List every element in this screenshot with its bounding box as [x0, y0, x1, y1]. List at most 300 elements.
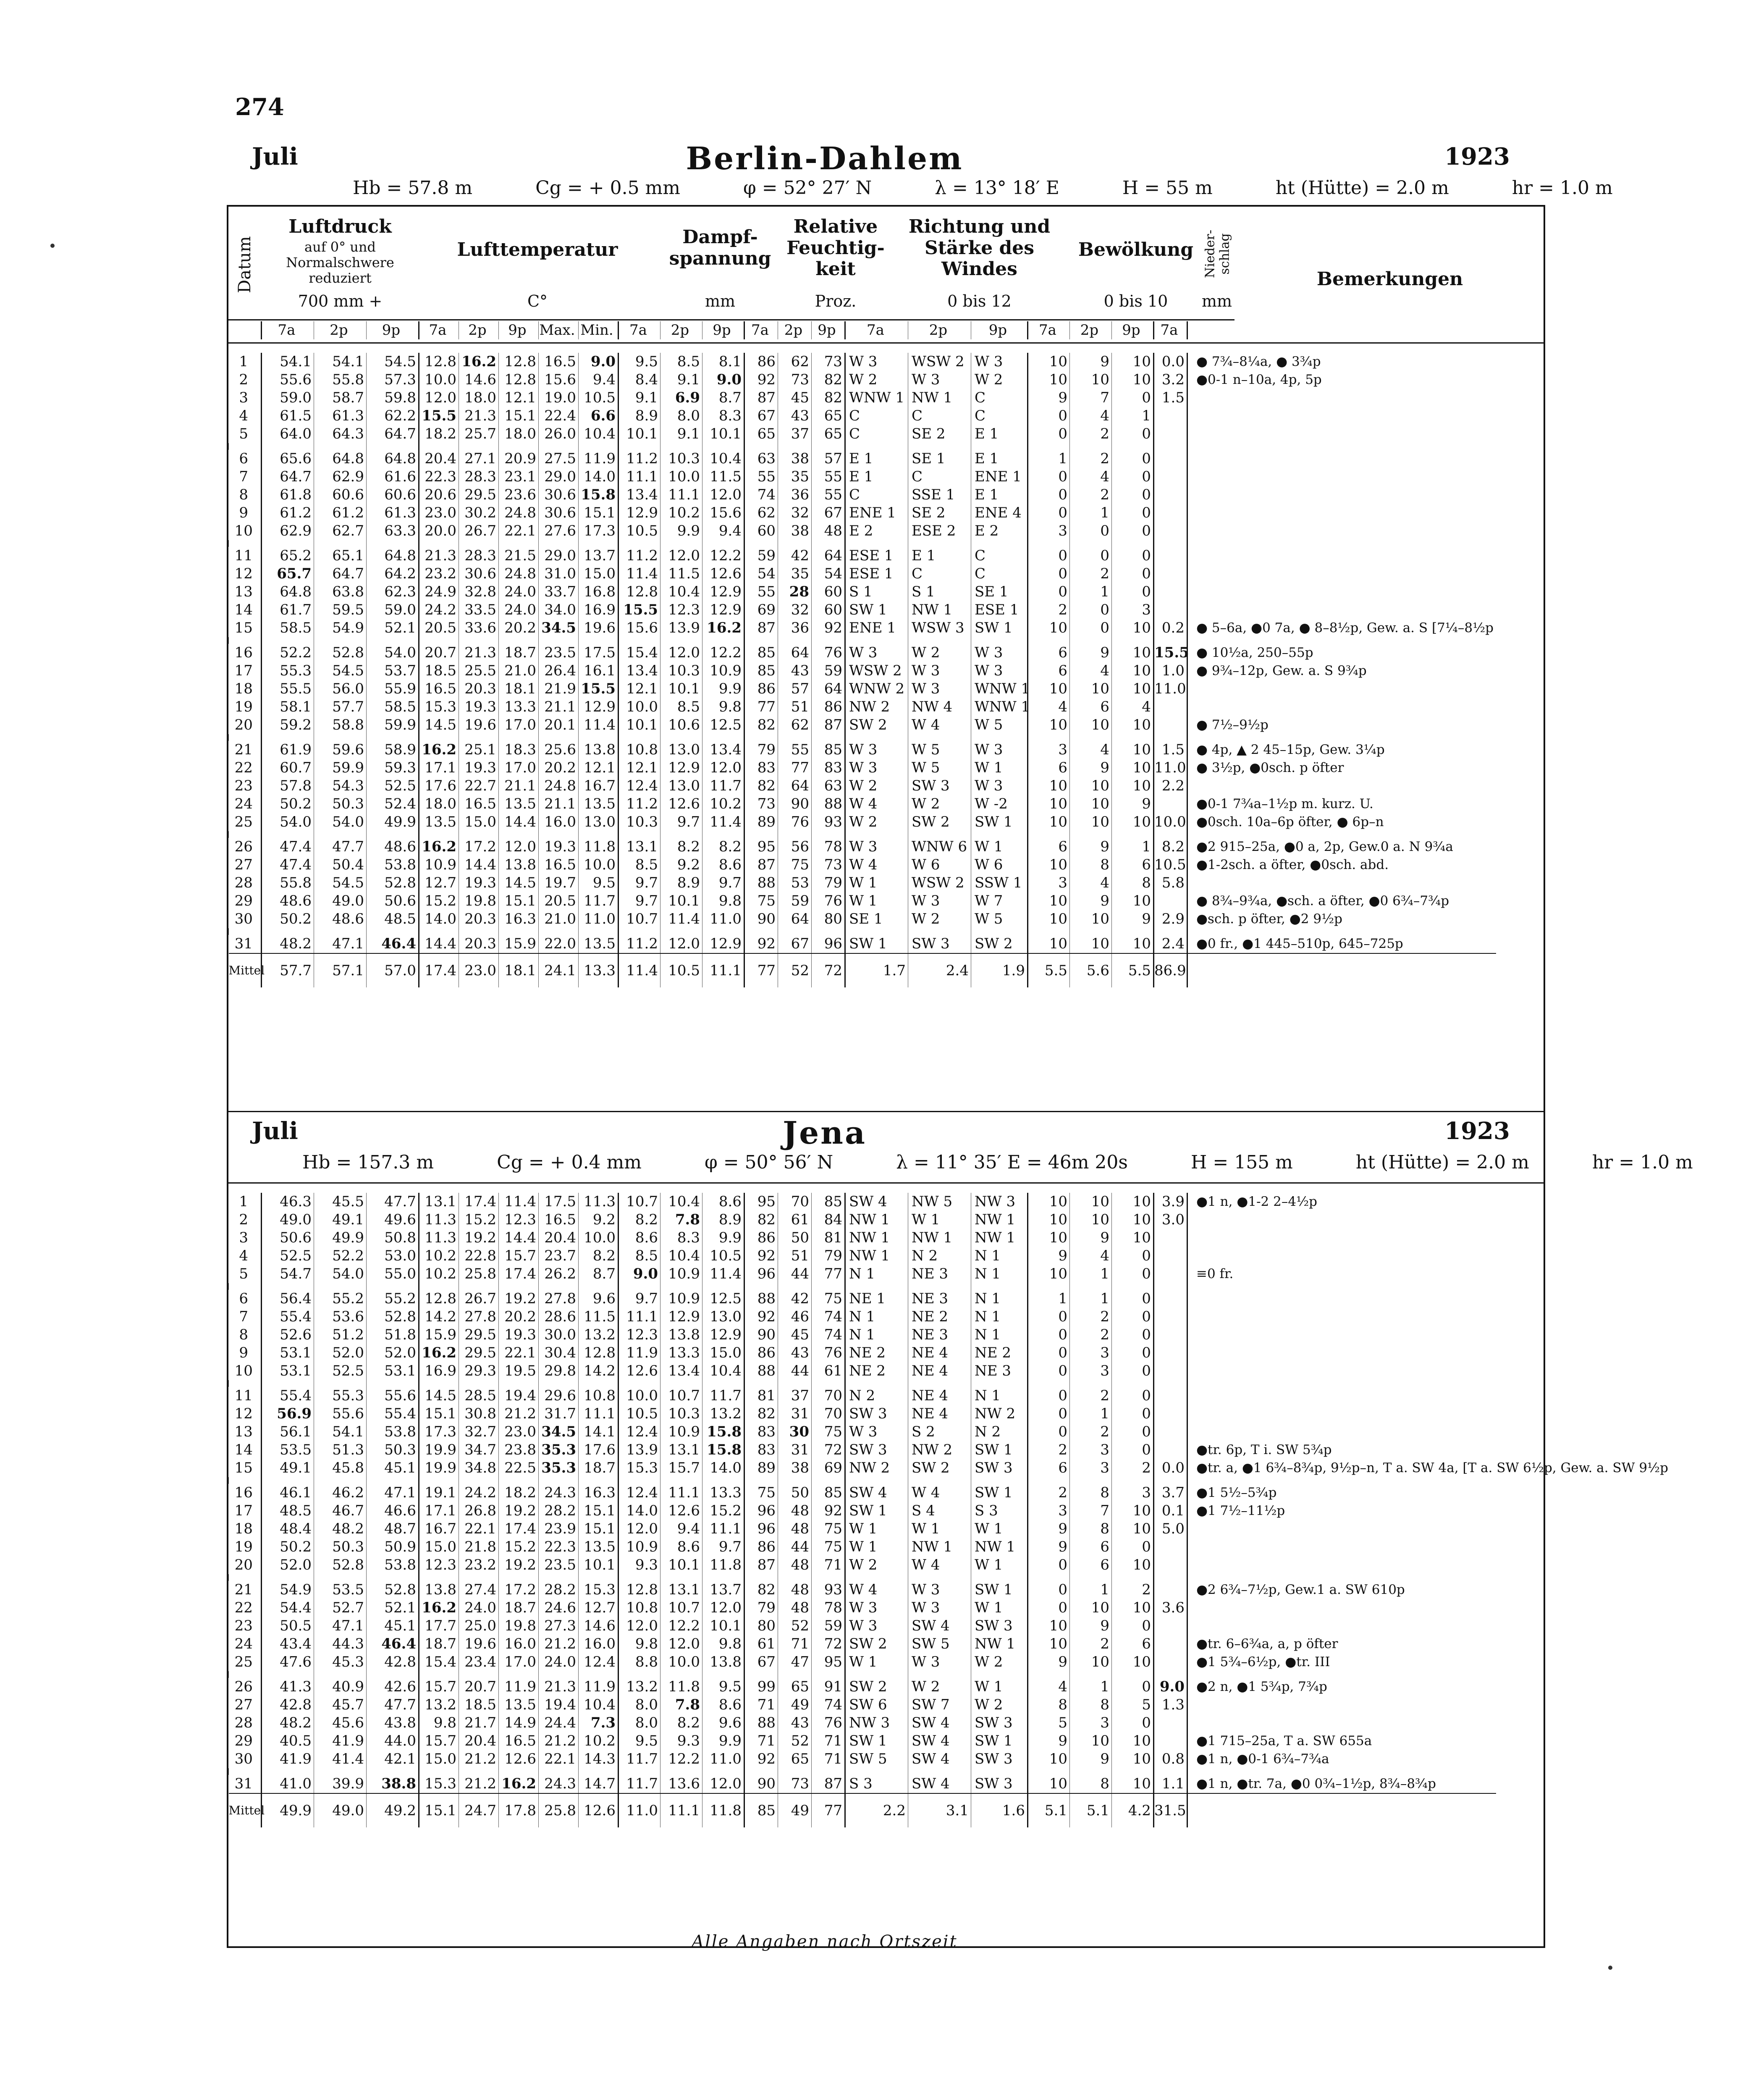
jena-cell: 10.4 — [579, 1696, 619, 1714]
berlin-cell: 15.0 — [579, 565, 619, 583]
jena-cell: W 4 — [908, 1484, 971, 1502]
berlin-cell: 65 — [812, 425, 845, 443]
jena-cell: 76 — [812, 1714, 845, 1732]
jena-cell: 50.2 — [262, 1538, 314, 1556]
berlin-cell — [1154, 583, 1187, 601]
berlin-cell: 0 — [1028, 583, 1070, 601]
jena-cell: 75 — [812, 1290, 845, 1308]
jena-cell: NE 4 — [908, 1344, 971, 1362]
berlin-cell: 12.0 — [660, 644, 702, 662]
jena-cell: 0 — [1028, 1405, 1070, 1423]
berlin-cell: 14.4 — [499, 813, 539, 831]
berlin-cell: 3.2 — [1154, 371, 1187, 389]
jena-mean-cell: 49.0 — [314, 1793, 367, 1827]
berlin-cell: 59.9 — [314, 759, 367, 777]
jena-cell: 10.2 — [419, 1265, 459, 1283]
berlin-cell: 15.5 — [1154, 644, 1189, 661]
berlin-cell: 52.8 — [314, 644, 367, 662]
jena-cell: 13.2 — [619, 1678, 660, 1696]
berlin-cell: W -2 — [971, 795, 1028, 813]
jena-cell: 51.2 — [314, 1326, 367, 1344]
jena-cell: 25 — [234, 1654, 253, 1670]
jena-cell: 1.1 — [1154, 1775, 1187, 1793]
jena-month: Juli — [252, 1117, 298, 1145]
jena-cell: 50.8 — [367, 1229, 419, 1247]
jena-cell: 53.5 — [314, 1581, 367, 1599]
jena-cell: 9.9 — [702, 1732, 744, 1750]
jena-cell: 82 — [744, 1211, 778, 1229]
jena-cell — [1154, 1229, 1187, 1247]
berlin-cell: 9.0 — [702, 371, 744, 389]
jena-cell: 80 — [744, 1617, 778, 1635]
jena-cell: 43 — [778, 1714, 812, 1732]
scan-speck — [1608, 1966, 1612, 1970]
jena-cell: 50.9 — [367, 1538, 419, 1556]
jena-cell: 12.3 — [499, 1211, 539, 1229]
jena-cell: 10.2 — [579, 1732, 619, 1750]
berlin-cell: 64.7 — [262, 468, 314, 486]
jena-cell: 10.0 — [619, 1387, 660, 1405]
jena-cell: 50 — [778, 1484, 812, 1502]
berlin-cell: 92 — [744, 935, 778, 953]
berlin-cell: NW 4 — [908, 698, 971, 716]
berlin-cell: 60 — [812, 601, 845, 619]
jena-cell: SW 4 — [908, 1617, 971, 1635]
jena-cell: ●tr. 6p, T i. SW 5¾p — [1187, 1441, 1496, 1459]
berlin-cell — [1154, 716, 1187, 734]
jena-cell — [1154, 1556, 1187, 1574]
berlin-row — [229, 468, 1496, 486]
jena-cell: 89 — [744, 1459, 778, 1477]
berlin-cell: 15.5 — [419, 407, 459, 425]
jena-cell: 55.6 — [314, 1405, 367, 1423]
row-gap — [229, 1477, 1496, 1484]
jena-cell: 8.3 — [660, 1229, 702, 1247]
row-gap — [229, 1768, 1496, 1775]
berlin-cell: SW 2 — [845, 716, 908, 734]
jena-cell: NE 1 — [845, 1290, 908, 1308]
berlin-cell: 10.3 — [660, 662, 702, 680]
jena-row — [229, 1653, 1496, 1671]
jena-cell: 16.9 — [419, 1362, 459, 1380]
berlin-cell: 48.6 — [262, 892, 314, 910]
jena-cell — [1154, 1247, 1187, 1265]
berlin-cell — [1187, 565, 1496, 583]
jena-cell: 0 — [1112, 1387, 1154, 1405]
berlin-cell: 10 — [1112, 353, 1154, 371]
berlin-cell: 17.2 — [459, 838, 499, 856]
jena-cell: 85 — [812, 1193, 845, 1211]
jena-cell: 18.7 — [579, 1459, 619, 1477]
berlin-cell: 1 — [239, 353, 249, 370]
jena-cell: 15.7 — [419, 1678, 459, 1696]
berlin-cell: 3 — [1028, 874, 1070, 892]
berlin-cell: ● 5–6a, ●0 7a, ● 8–8½p, Gew. a. S [7¼–8½p — [1187, 619, 1496, 637]
jena-cell: 84 — [812, 1211, 845, 1229]
jena-cell: 86 — [744, 1344, 778, 1362]
jena-cell — [1154, 1387, 1187, 1405]
berlin-cell: 11.0 — [579, 910, 619, 928]
jena-cell — [1154, 1732, 1187, 1750]
jena-const-cg: Cg = + 0.4 mm — [497, 1152, 642, 1173]
berlin-mean-cell: 13.3 — [579, 953, 619, 987]
jena-cell: 19.4 — [499, 1387, 539, 1405]
berlin-cell: 19.3 — [459, 698, 499, 716]
berlin-cell: 10.1 — [702, 425, 744, 443]
jena-cell: 21.2 — [459, 1750, 499, 1768]
berlin-cell: 10.5 — [619, 522, 660, 540]
jena-cell: 24 — [234, 1635, 253, 1652]
berlin-cell: 13.5 — [579, 795, 619, 813]
berlin-cell: 15.1 — [499, 892, 539, 910]
berlin-cell: 6 — [1070, 698, 1112, 716]
berlin-cell — [1154, 486, 1187, 504]
time-cell: 7a — [261, 321, 314, 339]
berlin-cell: 48.2 — [262, 935, 314, 953]
berlin-cell: 24.0 — [499, 583, 539, 601]
berlin-cell: 52.8 — [367, 874, 419, 892]
jena-cell: 8 — [1070, 1696, 1112, 1714]
berlin-cell: 73 — [812, 353, 845, 371]
jena-cell: 8.0 — [619, 1714, 660, 1732]
jena-cell: 92 — [744, 1308, 778, 1326]
jena-cell: 49 — [778, 1696, 812, 1714]
jena-mean-cell: 5.1 — [1028, 1793, 1070, 1827]
berlin-cell: 10.8 — [619, 741, 660, 759]
jena-cell — [1187, 1290, 1496, 1308]
jena-cell: 19.3 — [499, 1326, 539, 1344]
jena-cell: 49.0 — [262, 1211, 314, 1229]
berlin-cell: WSW 2 — [908, 353, 971, 371]
berlin-cell: 14.4 — [459, 856, 499, 874]
berlin-cell: W 3 — [971, 353, 1028, 371]
berlin-row — [229, 892, 1496, 910]
jena-cell: 74 — [812, 1326, 845, 1344]
jena-cell: 49.1 — [262, 1459, 314, 1477]
jena-cell: 10 — [1112, 1599, 1154, 1617]
jena-cell: S 2 — [908, 1423, 971, 1441]
jena-cell: 74 — [812, 1308, 845, 1326]
berlin-cell: W 6 — [908, 856, 971, 874]
berlin-const-h: H = 55 m — [1122, 177, 1213, 199]
berlin-cell: 61.6 — [367, 468, 419, 486]
jena-cell: 14.1 — [579, 1423, 619, 1441]
jena-cell: 13.8 — [660, 1326, 702, 1344]
jena-cell: 12 — [234, 1405, 253, 1422]
jena-cell: 48 — [778, 1581, 812, 1599]
berlin-cell: 12.0 — [660, 547, 702, 565]
berlin-cell: 67 — [744, 407, 778, 425]
jena-cell: 30 — [778, 1423, 812, 1441]
header-wind-unit: 0 bis 12 — [947, 292, 1012, 310]
berlin-cell: 7 — [239, 468, 249, 485]
jena-cell: 17.6 — [579, 1441, 619, 1459]
berlin-cell: 16.2 — [419, 741, 459, 759]
berlin-row — [229, 371, 1496, 389]
jena-cell — [1187, 1423, 1496, 1441]
jena-cell: 41.4 — [314, 1750, 367, 1768]
berlin-cell: 25.1 — [459, 741, 499, 759]
berlin-cell: 2 — [239, 371, 249, 388]
berlin-cell: 0 — [1028, 504, 1070, 522]
jena-cell: SW 1 — [845, 1732, 908, 1750]
berlin-row — [229, 353, 1496, 371]
jena-cell: 9 — [239, 1344, 249, 1361]
jena-row — [229, 1308, 1496, 1326]
berlin-cell: 18.7 — [499, 644, 539, 662]
berlin-cell: 87 — [812, 716, 845, 734]
berlin-cell: 9 — [239, 504, 249, 521]
berlin-cell: 55 — [812, 468, 845, 486]
jena-cell: 31.7 — [539, 1405, 579, 1423]
berlin-cell: 56 — [778, 838, 812, 856]
jena-cell: 81 — [812, 1229, 845, 1247]
jena-cell: W 3 — [908, 1581, 971, 1599]
berlin-station-title: Berlin-Dahlem — [686, 141, 964, 177]
berlin-cell: 54.5 — [367, 353, 419, 371]
jena-cell: N 2 — [971, 1423, 1028, 1441]
berlin-cell: ENE 4 — [971, 504, 1028, 522]
footer-note: Alle Angaben nach Ortszeit — [692, 1932, 958, 1951]
berlin-cell: 10.1 — [660, 680, 702, 698]
berlin-cell: 25 — [234, 814, 253, 830]
jena-cell: 90 — [744, 1775, 778, 1793]
jena-cell: 16.2 — [499, 1775, 539, 1793]
jena-cell: 6 — [1070, 1556, 1112, 1574]
berlin-cell: 13.0 — [660, 777, 702, 795]
berlin-cell: ●0-1 7¾a–1½p m. kurz. U. — [1187, 795, 1496, 813]
berlin-cell: 62 — [778, 716, 812, 734]
jena-cell: 9 — [1028, 1538, 1070, 1556]
berlin-cell: 12.0 — [702, 759, 744, 777]
berlin-cell: 79 — [744, 741, 778, 759]
jena-cell: N 1 — [971, 1265, 1028, 1283]
berlin-cell: W 1 — [845, 874, 908, 892]
berlin-cell: 12.6 — [702, 565, 744, 583]
berlin-cell: 10.1 — [619, 425, 660, 443]
jena-cell: 8.6 — [619, 1229, 660, 1247]
jena-cell: NW 1 — [845, 1247, 908, 1265]
berlin-cell: 46.4 — [367, 935, 419, 953]
berlin-cell: 64.3 — [314, 425, 367, 443]
jena-cell: 16.7 — [419, 1520, 459, 1538]
jena-cell: 52 — [778, 1617, 812, 1635]
berlin-cell: 13.4 — [619, 662, 660, 680]
berlin-cell: 35 — [778, 468, 812, 486]
jena-cell: N 1 — [845, 1308, 908, 1326]
berlin-cell: 8.9 — [660, 874, 702, 892]
berlin-cell: 0 — [1112, 425, 1154, 443]
jena-cell: 15 — [234, 1460, 253, 1476]
berlin-cell: 50.4 — [314, 856, 367, 874]
berlin-cell: 28.3 — [459, 547, 499, 565]
berlin-month: Juli — [252, 143, 298, 171]
jena-cell: 77 — [812, 1265, 845, 1283]
berlin-cell: 18.3 — [499, 741, 539, 759]
jena-cell — [1187, 1326, 1496, 1344]
jena-cell: 10.8 — [579, 1387, 619, 1405]
berlin-cell: 1 — [1028, 450, 1070, 468]
berlin-cell: 25.6 — [539, 741, 579, 759]
jena-cell: 23.4 — [459, 1653, 499, 1671]
berlin-cell: 36 — [778, 619, 812, 637]
jena-cell: 70 — [812, 1405, 845, 1423]
berlin-cell: 11.8 — [579, 838, 619, 856]
berlin-cell: 13.0 — [579, 813, 619, 831]
jena-cell: W 1 — [908, 1211, 971, 1229]
berlin-cell: NW 1 — [908, 601, 971, 619]
berlin-cell: 9.7 — [619, 892, 660, 910]
jena-mean-cell — [1187, 1793, 1496, 1827]
berlin-cell: 4 — [1070, 874, 1112, 892]
row-gap — [229, 1380, 1496, 1387]
jena-cell: 61 — [812, 1362, 845, 1380]
jena-cell: 0 — [1028, 1423, 1070, 1441]
jena-cell: 52.6 — [262, 1326, 314, 1344]
berlin-cell: 62.9 — [314, 468, 367, 486]
berlin-cell: 4 — [1070, 468, 1112, 486]
jena-cell: 25.8 — [459, 1265, 499, 1283]
berlin-cell: 15.9 — [499, 935, 539, 953]
jena-cell: 75 — [812, 1538, 845, 1556]
jena-cell: W 2 — [908, 1678, 971, 1696]
jena-cell: 16.3 — [579, 1484, 619, 1502]
jena-cell — [1154, 1635, 1187, 1653]
jena-cell: 5 — [1028, 1714, 1070, 1732]
berlin-cell: 13 — [234, 583, 253, 600]
berlin-mean-cell: 5.6 — [1070, 953, 1112, 987]
berlin-cell: 12.0 — [660, 935, 702, 953]
berlin-cell: 10 — [1028, 856, 1070, 874]
jena-cell: 2 — [1070, 1387, 1112, 1405]
berlin-cell: 1.5 — [1154, 741, 1187, 759]
jena-cell: 12.8 — [579, 1344, 619, 1362]
berlin-cell — [1187, 468, 1496, 486]
jena-cell: S 3 — [845, 1775, 908, 1793]
jena-cell: 10 — [1112, 1502, 1154, 1520]
jena-cell: 19.4 — [539, 1696, 579, 1714]
time-cell: 7a — [1153, 321, 1187, 339]
berlin-cell: 24.9 — [419, 583, 459, 601]
jena-cell: SW 4 — [908, 1775, 971, 1793]
berlin-cell: SSW 1 — [971, 874, 1028, 892]
berlin-cell: 8 — [1070, 856, 1112, 874]
jena-cell: 11.7 — [619, 1750, 660, 1768]
berlin-cell: 65.1 — [314, 547, 367, 565]
jena-cell: 29 — [234, 1732, 253, 1749]
jena-cell: 10 — [1070, 1193, 1112, 1211]
jena-cell: 41.3 — [262, 1678, 314, 1696]
jena-cell: 15.1 — [579, 1502, 619, 1520]
berlin-cell: 12.9 — [619, 504, 660, 522]
jena-cell: 85 — [812, 1484, 845, 1502]
berlin-cell: 18.0 — [499, 425, 539, 443]
berlin-cell: 10 — [1112, 777, 1154, 795]
berlin-mean-cell: 11.4 — [619, 953, 660, 987]
berlin-cell: 54.0 — [367, 644, 419, 662]
jena-cell: 4 — [239, 1247, 249, 1264]
jena-cell: 79 — [744, 1599, 778, 1617]
berlin-cell: W 3 — [845, 838, 908, 856]
berlin-cell: 55.3 — [262, 662, 314, 680]
berlin-cell: 12.8 — [499, 371, 539, 389]
jena-cell: 10 — [1112, 1775, 1154, 1793]
jena-cell: W 1 — [845, 1653, 908, 1671]
berlin-cell: 0 — [1112, 565, 1154, 583]
jena-cell: 0 — [1028, 1344, 1070, 1362]
berlin-cell: 73 — [812, 856, 845, 874]
jena-cell: 17.0 — [499, 1653, 539, 1671]
jena-cell: 19.6 — [459, 1635, 499, 1653]
berlin-cell: 4 — [239, 407, 249, 424]
berlin-row — [229, 425, 1496, 443]
berlin-cell: C — [908, 565, 971, 583]
jena-cell: 10 — [1028, 1750, 1070, 1768]
jena-cell: 0 — [1028, 1387, 1070, 1405]
jena-cell: 22 — [234, 1599, 253, 1616]
berlin-cell: 23.5 — [539, 644, 579, 662]
berlin-cell: 85 — [812, 741, 845, 759]
jena-cell: 71 — [744, 1696, 778, 1714]
berlin-cell: 6.6 — [579, 407, 619, 425]
berlin-cell: 1 — [1070, 504, 1112, 522]
berlin-cell: NW 1 — [908, 389, 971, 407]
berlin-cell: 15.8 — [579, 486, 619, 504]
berlin-cell: 86 — [812, 698, 845, 716]
berlin-cell: 23.1 — [499, 468, 539, 486]
berlin-cell: ESE 1 — [971, 601, 1028, 619]
jena-cell: 15.0 — [419, 1538, 459, 1556]
jena-cell: W 3 — [845, 1423, 908, 1441]
jena-cell: 20 — [234, 1557, 253, 1573]
jena-cell: 23.7 — [539, 1247, 579, 1265]
berlin-cell: 15.6 — [619, 619, 660, 637]
jena-mean-label: Mittel — [229, 1793, 262, 1827]
berlin-cell: S 1 — [908, 583, 971, 601]
berlin-cell: 43 — [778, 407, 812, 425]
jena-cell: SW 3 — [845, 1441, 908, 1459]
berlin-cell: WSW 3 — [908, 619, 971, 637]
jena-cell: 53.8 — [367, 1423, 419, 1441]
berlin-cell: 54.5 — [314, 662, 367, 680]
jena-cell: SW 1 — [845, 1502, 908, 1520]
berlin-const-hr: hr = 1.0 m — [1512, 177, 1613, 199]
berlin-cell: ● 3½p, ●0sch. p öfter — [1187, 759, 1496, 777]
jena-cell: 21.2 — [459, 1775, 499, 1793]
jena-cell: 72 — [812, 1635, 845, 1653]
jena-cell: 45.5 — [314, 1193, 367, 1211]
berlin-cell: SE 1 — [908, 450, 971, 468]
jena-cell: SW 7 — [908, 1696, 971, 1714]
jena-cell: 15.9 — [419, 1326, 459, 1344]
jena-cell: 19.2 — [459, 1229, 499, 1247]
berlin-cell: 10.4 — [660, 583, 702, 601]
jena-cell: 10 — [1028, 1211, 1070, 1229]
jena-cell: 0 — [1028, 1326, 1070, 1344]
berlin-mean-cell: 5.5 — [1028, 953, 1070, 987]
jena-cell: N 2 — [845, 1387, 908, 1405]
berlin-cell: 0 — [1112, 547, 1154, 565]
jena-row — [229, 1696, 1496, 1714]
berlin-cell: 0 — [1112, 468, 1154, 486]
berlin-cell: W 2 — [845, 813, 908, 831]
berlin-cell: 53.7 — [367, 662, 419, 680]
row-gap — [229, 443, 1496, 450]
jena-cell — [1154, 1362, 1187, 1380]
berlin-cell: 12.1 — [579, 759, 619, 777]
berlin-cell: 17.1 — [419, 759, 459, 777]
berlin-row — [229, 777, 1496, 795]
